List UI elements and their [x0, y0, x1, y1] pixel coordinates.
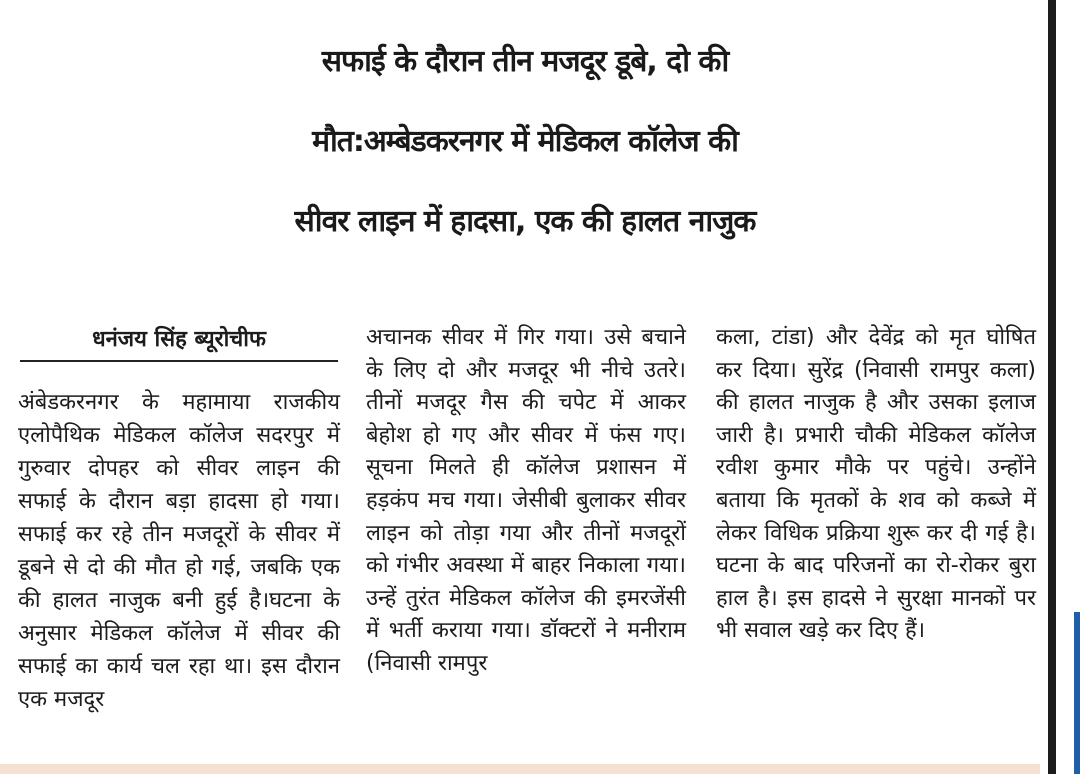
headline-line-3: सीवर लाइन में हादसा, एक की हालत नाजुक — [294, 204, 756, 239]
column-1-text: अंबेडकरनगर के महामाया राजकीय एलोपैथिक मेडिकल कॉलेज सदरपुर में गुरुवार दोपहर को सीवर लाइन की सफाई के दौरान बड़ा हादसा हो गया। सफाई कर रहे तीन मजदूरों के सीवर में डूबने से दो की मौत हो गई, जबकि एक की हालत नाजुक बनी हुई है।घटना के अनुसार मेडिकल कॉलेज में सीवर की सफाई का कार्य चल रहा था। इस दौरान एक मजदूर — [18, 390, 340, 712]
article-column-3 — [716, 322, 1036, 648]
edge-accent-bar — [1074, 612, 1080, 774]
headline-line-1: सफाई के दौरान तीन मजदूर डूबे, दो की — [321, 44, 729, 79]
article-column-2 — [366, 322, 686, 681]
headline-line-2: मौत:अम्बेडकरनगर में मेडिकल कॉलेज की — [312, 124, 738, 159]
byline: धनंजय सिंह ब्यूरोचीफ — [92, 327, 266, 352]
article-column-1 — [18, 322, 340, 716]
column-3-text: कला, टांडा) और देवेंद्र को मृत घोषित कर दिया। सुरेंद्र (निवासी रामपुर कला) की हालत नाजुक है और उसका इलाज जारी है। प्रभारी चौकी मेडिकल कॉलेज रवीश कुमार मौके पर पहुंचे। उन्होंने बताया कि मृतकों के शव को कब्जे में लेकर विधिक प्रक्रिया शुरू कर दी गई है। घटना के बाद परिजनों का रो-रोकर बुरा हाल है। इस हादसे ने सुरक्षा मानकों पर भी सवाल खड़े कर दिए हैं। — [716, 325, 1036, 644]
bottom-band — [0, 764, 1040, 774]
headline — [0, 22, 1050, 262]
column-2-text: अचानक सीवर में गिर गया। उसे बचाने के लिए दो और मजदूर भी नीचे उतरे। तीनों मजदूर गैस की चपेट में आकर बेहोश हो गए और सीवर में फंस गए। सूचना मिलते ही कॉलेज प्रशासन में हड़कंप मच गया। जेसीबी बुलाकर सीवर लाइन को तोड़ा गया और तीनों मजदूरों को गंभीर अवस्था में बाहर निकाला गया। उन्हें तुरंत मेडिकल कॉलेज की इमरजेंसी में भर्ती कराया गया। डॉक्टरों ने मनीराम (निवासी रामपुर — [366, 325, 686, 676]
page-edge-border — [1048, 0, 1056, 774]
byline-divider — [20, 360, 338, 362]
